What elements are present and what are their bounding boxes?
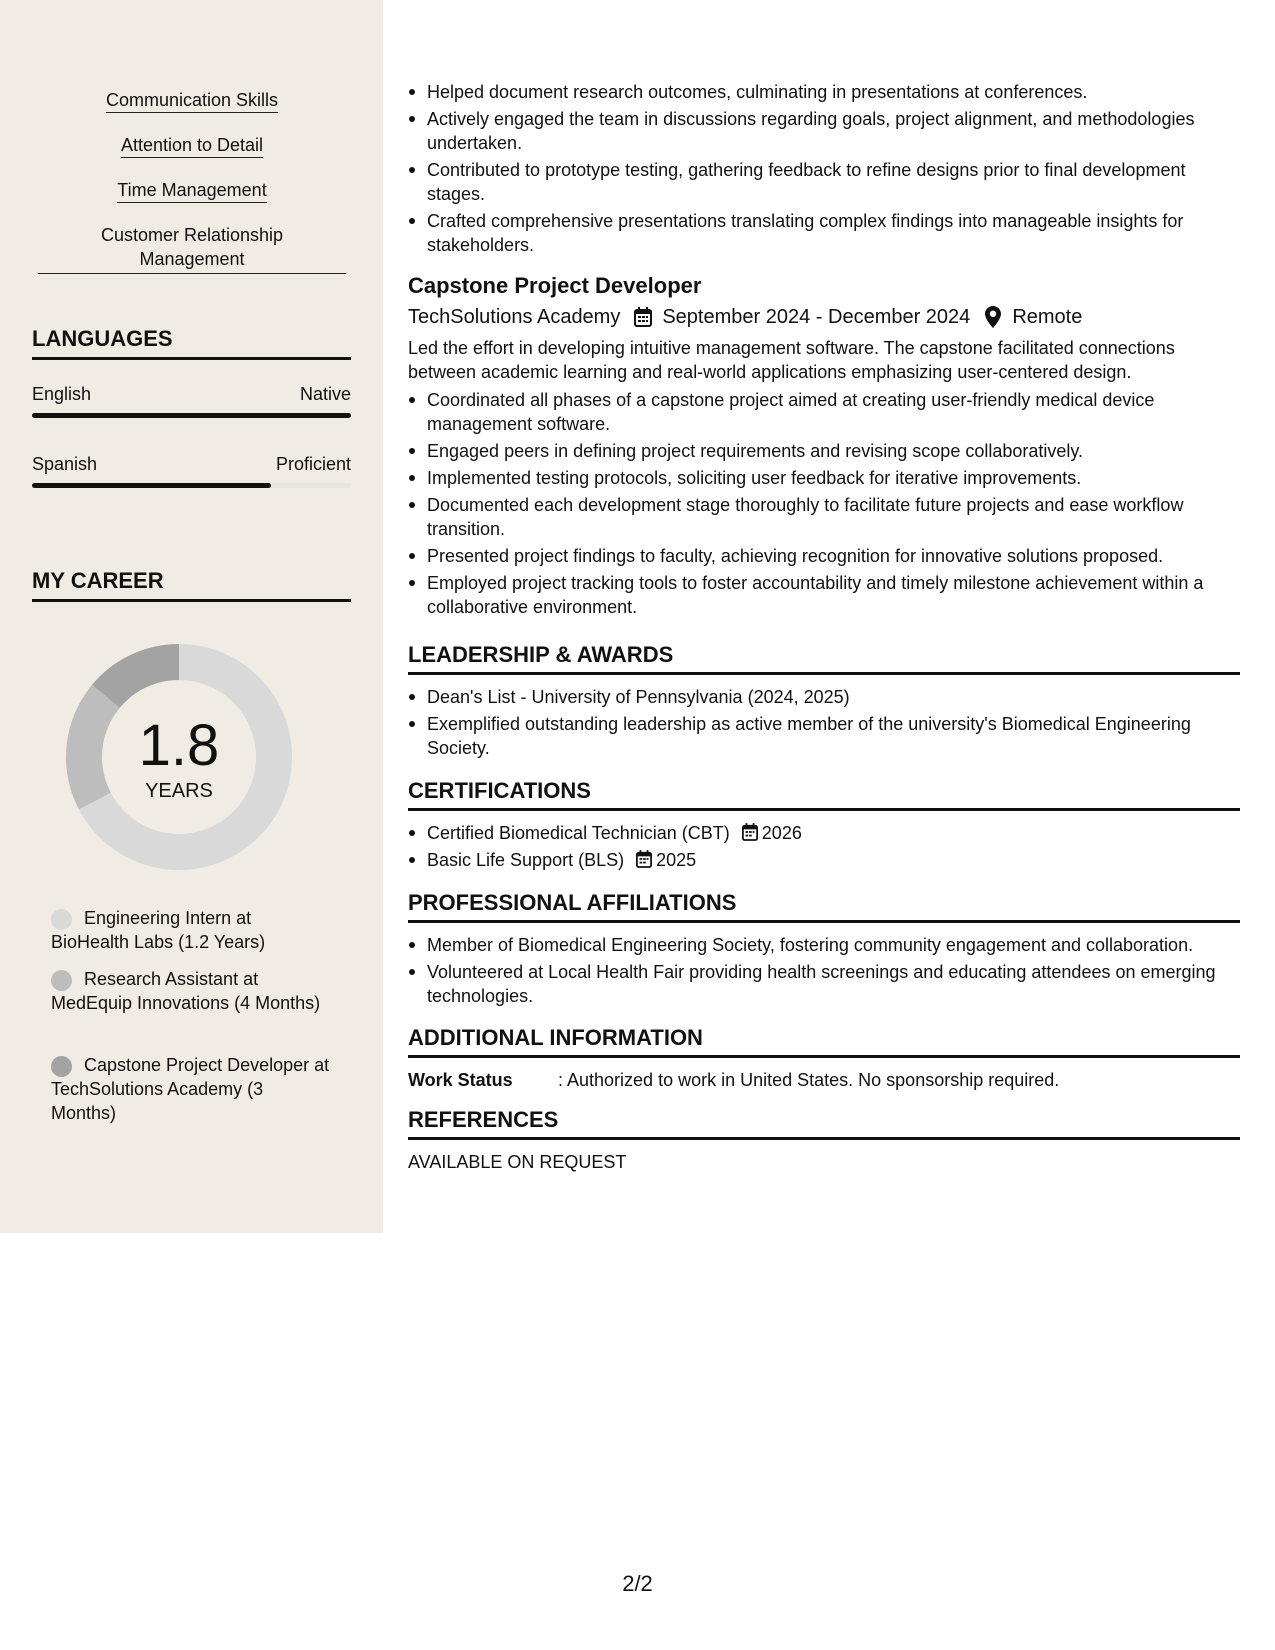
job-meta [408,304,1240,330]
skill-item [38,133,346,157]
bullet-item: Engaged peers in defining project requirements and revising scope collaboratively. [408,439,1240,463]
page-number: 2/2 [622,1571,653,1596]
language-name: Spanish [32,454,98,474]
certification-year: 2026 [761,823,802,843]
bullet-item: Contributed to prototype testing, gathering feedback to refine designs prior to final development stages. [408,158,1240,206]
career-legend-item [51,906,331,954]
certifications-section [408,777,1240,875]
certification-name: Basic Life Support (BLS) [427,850,625,870]
leadership-heading: LEADERSHIP & AWARDS [408,641,1240,675]
bullet-item: Helped document research outcomes, culminating in presentations at conferences. [408,80,1240,104]
bullet-item: Volunteered at Local Health Fair providing health screenings and educating attendees on emerging technologies. [408,960,1240,1008]
certification-item [408,848,1240,872]
certification-item [408,821,1240,845]
bullet-item: Employed project tracking tools to foster accountability and timely milestone achievement within a collaborative environment. [408,571,1240,619]
bullet-item: Presented project findings to faculty, achieving recognition for innovative solutions proposed. [408,544,1240,568]
languages-heading: LANGUAGES [32,325,351,360]
language-row [32,453,351,475]
bullet-item: Documented each development stage thoroughly to facilitate future projects and ease workflow transition. [408,493,1240,541]
skill-label: Communication Skills [106,90,278,113]
job-company: TechSolutions Academy [408,306,621,328]
bullet-item: Coordinated all phases of a capstone project aimed at creating user-friendly medical device management software. [408,388,1240,436]
leadership-section [408,641,1240,763]
calendar-icon [632,306,654,328]
language-bar-fill [32,413,351,418]
affiliations-heading: PROFESSIONAL AFFILIATIONS [408,889,1240,923]
skill-item [38,88,346,112]
bullet-item: Exemplified outstanding leadership as active member of the university's Biomedical Engineering Society. [408,712,1240,760]
legend-label: Engineering Intern at BioHealth Labs (1.2 Years) [51,908,266,952]
skill-label: Time Management [117,180,266,203]
skill-label: Attention to Detail [121,135,263,158]
bullet-item: Implemented testing protocols, soliciting user feedback for iterative improvements. [408,466,1240,490]
language-level: Native [299,384,351,404]
career-total-value: 1.8 [138,713,220,778]
career-legend-item [51,967,331,1015]
job-dates: September 2024 - December 2024 [662,306,971,328]
job-entry [408,272,1240,622]
work-status-row [408,1068,1240,1092]
certification-year: 2025 [656,850,697,870]
career-heading: MY CAREER [32,567,351,602]
work-status-value: : Authorized to work in United States. No sponsorship required. [558,1070,1060,1090]
affiliations-section [408,889,1240,1011]
skill-item [38,178,346,202]
legend-dot [51,909,72,930]
certifications-heading: CERTIFICATIONS [408,777,1240,811]
calendar-icon [636,850,652,868]
language-bar-fill [32,483,271,488]
calendar-icon [742,823,758,841]
legend-label: Capstone Project Developer at TechSolutions Academy (3 Months) [51,1055,330,1123]
legend-label: Research Assistant at MedEquip Innovations (4 Months) [51,969,321,1013]
map-pin-icon [982,306,1004,328]
language-bar [32,483,351,488]
bullet-item: Actively engaged the team in discussions regarding goals, project alignment, and methodologies undertaken. [408,107,1240,155]
legend-dot [51,1056,72,1077]
job-description: Led the effort in developing intuitive management software. The capstone facilitated connections between academic learning and real-world applications emphasizing user-centered design. [408,338,1175,382]
bullet-item: Member of Biomedical Engineering Society, fostering community engagement and collaboration. [408,933,1240,957]
bullet-item: Crafted comprehensive presentations translating complex findings into manageable insights for stakeholders. [408,209,1240,257]
additional-info-heading: ADDITIONAL INFORMATION [408,1024,1240,1058]
experience-previous-bullets [408,80,1240,260]
skill-item: Customer Relationship Management [38,223,346,274]
legend-dot [51,970,72,991]
job-title: Capstone Project Developer [408,273,702,298]
language-bar [32,413,351,418]
references-heading: REFERENCES [408,1106,1240,1140]
references-section [408,1106,1240,1174]
language-name: English [32,384,92,404]
certification-name: Certified Biomedical Technician (CBT) [427,823,730,843]
career-legend-item [51,1053,331,1125]
language-row [32,383,351,405]
career-total-unit: YEARS [145,780,213,802]
language-level: Proficient [275,454,351,474]
work-status-label: Work Status [408,1070,513,1090]
additional-info-section [408,1024,1240,1092]
job-location: Remote [1012,306,1083,328]
bullet-item: Dean's List - University of Pennsylvania (2024, 2025) [408,685,1240,709]
references-text: AVAILABLE ON REQUEST [408,1152,627,1172]
